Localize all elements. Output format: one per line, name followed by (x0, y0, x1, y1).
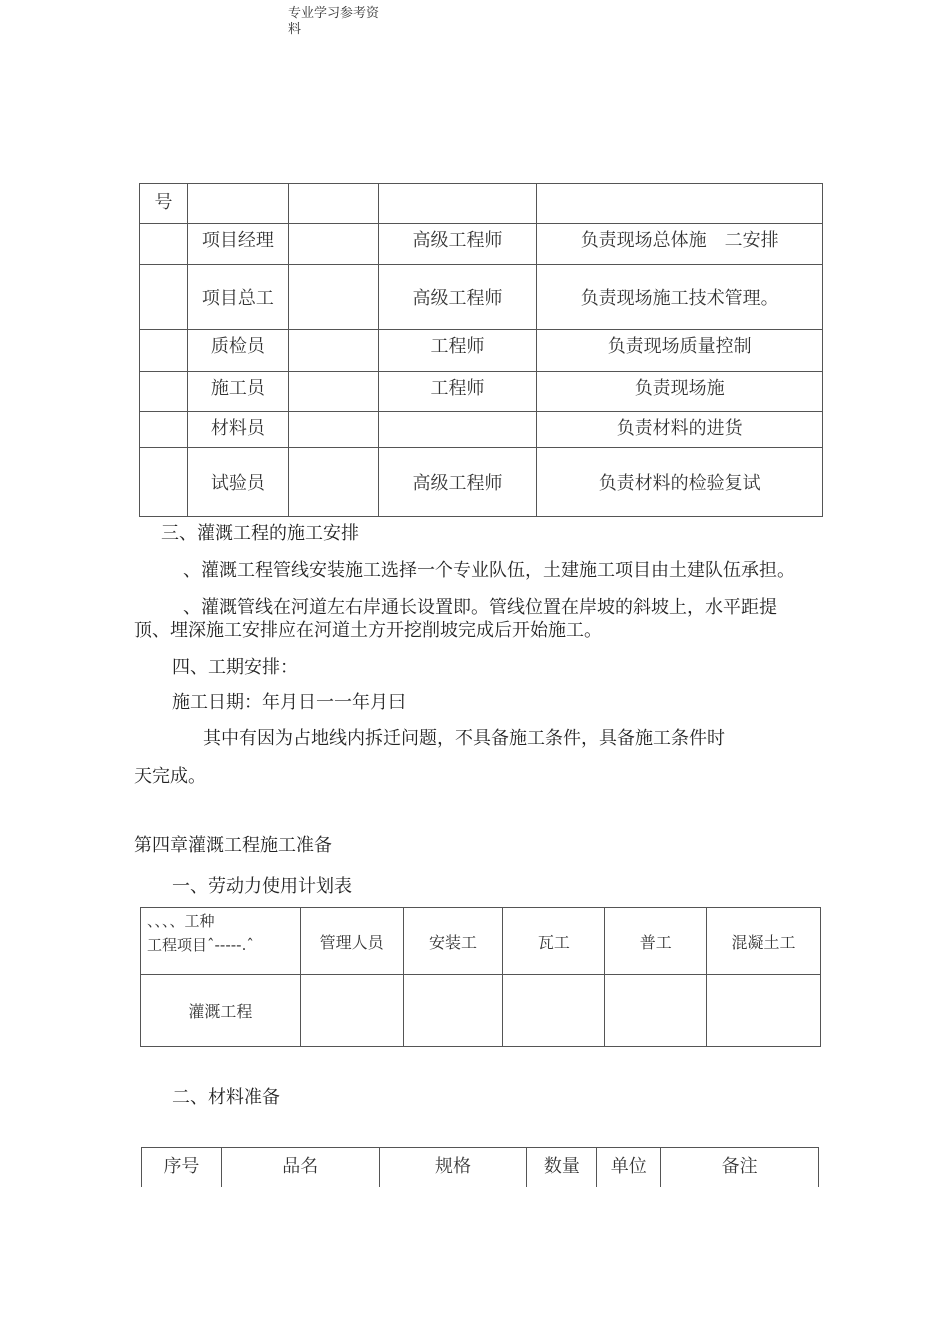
duty-cell: 负责现场施 (537, 372, 823, 412)
materials-table (141, 1147, 819, 1187)
title-cell: 高级工程师 (378, 448, 537, 517)
section4-note-b: 天完成。 (134, 766, 206, 787)
section3-paragraph-2b: 顶、埋深施工安排应在河道土方开挖削坡完成后开始施工。 (134, 620, 602, 641)
duty-cell: 负责现场质量控制 (537, 330, 823, 372)
role-cell: 质检员 (187, 330, 288, 372)
corner-header-cell (141, 908, 301, 975)
role-cell: 施工员 (187, 372, 288, 412)
section3-heading: 三、灌溉工程的施工安排 (161, 523, 359, 544)
role-cell: 项目总工 (187, 265, 288, 330)
column-header: 单位 (597, 1148, 661, 1187)
table-row (140, 330, 823, 372)
staff-table (139, 183, 823, 517)
section4-note-a: 其中有因为占地线内拆迁问题，不具备施工条件，具备施工条件时 (203, 728, 725, 749)
row-label: 灌溉工程 (141, 975, 301, 1047)
labor-plan-heading: 一、劳动力使用计划表 (172, 876, 352, 897)
column-header: 安装工 (403, 908, 503, 975)
section3-paragraph-2a: 、灌溉管线在河道左右岸通长设置即。管线位置在岸坡的斜坡上，水平距提 (183, 597, 777, 618)
construction-date-line: 施工日期：年月日一一年月曰 (172, 692, 406, 713)
title-cell: 工程师 (378, 372, 537, 412)
title-cell: 高级工程师 (378, 224, 537, 265)
duty-cell: 负责现场总体施 二安排 (537, 224, 823, 265)
title-cell: 工程师 (378, 330, 537, 372)
column-header: 规格 (379, 1148, 527, 1187)
table-row (140, 224, 823, 265)
duty-cell: 负责材料的进货 (537, 412, 823, 448)
column-header: 序号 (142, 1148, 222, 1187)
corner-header-bottom: 工程项目ˆ-----.ˆ (147, 936, 254, 954)
section4-heading: 四、工期安排： (172, 657, 298, 678)
title-cell: 高级工程师 (378, 265, 537, 330)
role-cell: 试验员 (187, 448, 288, 517)
column-header: 数量 (527, 1148, 597, 1187)
title-cell (378, 412, 537, 448)
column-header: 普工 (605, 908, 707, 975)
table-header-row (141, 908, 821, 975)
materials-heading: 二、材料准备 (172, 1087, 280, 1108)
column-header: 备注 (661, 1148, 819, 1187)
chapter-title: 第四章灌溉工程施工准备 (134, 835, 332, 856)
role-cell: 项目经理 (187, 224, 288, 265)
table-row (140, 265, 823, 330)
table-row (140, 412, 823, 448)
labor-plan-table (140, 907, 821, 1047)
table-row (140, 448, 823, 517)
role-cell: 材料员 (187, 412, 288, 448)
section3-paragraph-1: 、灌溉工程管线安装施工选择一个专业队伍，土建施工项目由土建队伍承担。 (183, 560, 795, 581)
header-line-2: 料 (288, 22, 302, 37)
column-header: 品名 (221, 1148, 379, 1187)
table-row (140, 372, 823, 412)
header-line-1: 专业学习参考资 (288, 6, 380, 21)
table-header-row (142, 1148, 819, 1187)
duty-cell: 负责材料的检验复试 (537, 448, 823, 517)
table-row (140, 184, 823, 224)
duty-cell: 负责现场施工技术管理。 (537, 265, 823, 330)
column-header: 管理人员 (300, 908, 403, 975)
column-header: 瓦工 (503, 908, 605, 975)
seq-header-fragment: 号 (140, 184, 188, 224)
table-row (141, 975, 821, 1047)
page-header (288, 6, 398, 38)
column-header: 混凝土工 (707, 908, 821, 975)
corner-header-top: 、、、、工种 (147, 912, 215, 930)
